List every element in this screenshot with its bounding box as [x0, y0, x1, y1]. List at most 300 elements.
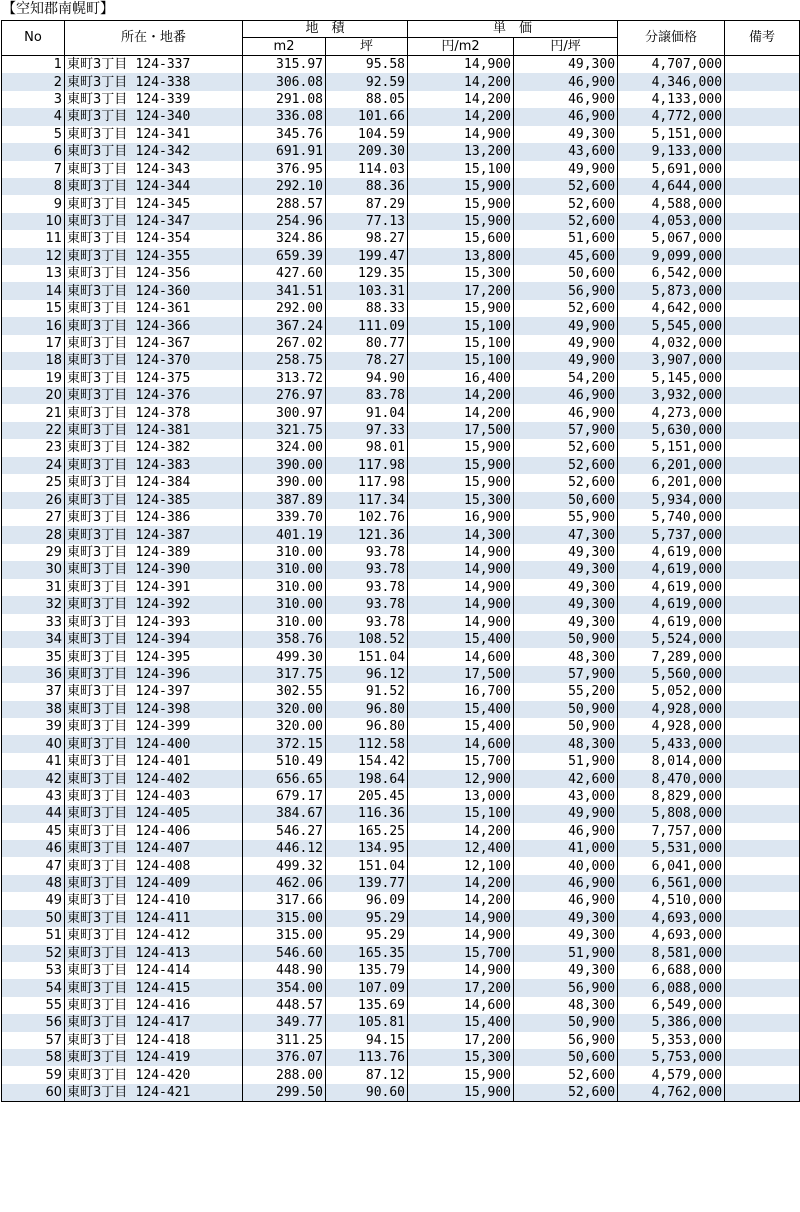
row-remarks — [725, 823, 800, 840]
row-location — [65, 126, 243, 143]
row-area-m2: 376.95 — [243, 161, 326, 178]
row-unit-price-tsubo: 46,900 — [514, 73, 618, 90]
row-area-m2: 302.55 — [243, 683, 326, 700]
row-area-m2: 306.08 — [243, 73, 326, 90]
row-sale-price: 5,737,000 — [618, 526, 725, 543]
row-location — [65, 492, 243, 509]
row-unit-price-tsubo: 43,600 — [514, 143, 618, 160]
row-lot-number: 124-337 — [135, 57, 191, 73]
row-number: 38 — [2, 701, 65, 718]
row-remarks — [725, 648, 800, 665]
row-sale-price: 9,133,000 — [618, 143, 725, 160]
row-unit-price-tsubo: 55,900 — [514, 509, 618, 526]
row-unit-price-tsubo: 52,600 — [514, 213, 618, 230]
row-town: 東町3丁目 — [67, 997, 128, 1013]
row-unit-price-m2: 14,900 — [408, 56, 514, 74]
table-row — [2, 404, 800, 421]
row-remarks — [725, 509, 800, 526]
row-number: 52 — [2, 945, 65, 962]
row-area-tsubo: 93.78 — [326, 561, 408, 578]
row-unit-price-tsubo: 52,600 — [514, 457, 618, 474]
table-row — [2, 683, 800, 700]
row-number: 30 — [2, 561, 65, 578]
row-area-tsubo: 93.78 — [326, 579, 408, 596]
row-sale-price: 4,928,000 — [618, 701, 725, 718]
row-number: 33 — [2, 614, 65, 631]
row-number: 47 — [2, 857, 65, 874]
row-area-tsubo: 98.27 — [326, 230, 408, 247]
row-unit-price-tsubo: 51,900 — [514, 753, 618, 770]
row-unit-price-tsubo: 51,900 — [514, 945, 618, 962]
table-row — [2, 370, 800, 387]
row-remarks — [725, 195, 800, 212]
row-lot-number: 124-415 — [135, 980, 191, 996]
table-header — [2, 21, 800, 56]
row-unit-price-m2: 14,900 — [408, 596, 514, 613]
row-town: 東町3丁目 — [67, 736, 128, 752]
row-lot-number: 124-356 — [135, 266, 191, 282]
row-unit-price-tsubo: 57,900 — [514, 666, 618, 683]
row-town: 東町3丁目 — [67, 231, 128, 247]
table-row — [2, 108, 800, 125]
row-town: 東町3丁目 — [67, 161, 128, 177]
row-area-tsubo: 96.12 — [326, 666, 408, 683]
row-unit-price-m2: 14,200 — [408, 108, 514, 125]
row-number: 50 — [2, 910, 65, 927]
row-area-tsubo: 165.25 — [326, 823, 408, 840]
row-remarks — [725, 300, 800, 317]
row-number: 17 — [2, 335, 65, 352]
row-area-m2: 349.77 — [243, 1014, 326, 1031]
row-location — [65, 945, 243, 962]
table-row — [2, 945, 800, 962]
row-town: 東町3丁目 — [67, 754, 128, 770]
row-unit-price-m2: 14,200 — [408, 875, 514, 892]
row-town: 東町3丁目 — [67, 876, 128, 892]
table-row — [2, 230, 800, 247]
row-area-tsubo: 78.27 — [326, 352, 408, 369]
row-area-m2: 313.72 — [243, 370, 326, 387]
row-location — [65, 614, 243, 631]
table-row — [2, 666, 800, 683]
row-remarks — [725, 805, 800, 822]
row-location — [65, 718, 243, 735]
row-remarks — [725, 1032, 800, 1049]
row-area-tsubo: 116.36 — [326, 805, 408, 822]
row-town: 東町3丁目 — [67, 806, 128, 822]
row-unit-price-m2: 15,300 — [408, 492, 514, 509]
table-row — [2, 91, 800, 108]
row-location — [65, 1014, 243, 1031]
row-area-tsubo: 93.78 — [326, 614, 408, 631]
row-unit-price-m2: 15,900 — [408, 439, 514, 456]
table-body — [2, 56, 800, 1102]
row-town: 東町3丁目 — [67, 370, 128, 386]
row-lot-number: 124-417 — [135, 1015, 191, 1031]
row-number: 35 — [2, 648, 65, 665]
row-lot-number: 124-400 — [135, 736, 191, 752]
row-sale-price: 4,133,000 — [618, 91, 725, 108]
row-location — [65, 805, 243, 822]
row-unit-price-m2: 14,200 — [408, 91, 514, 108]
row-unit-price-m2: 15,700 — [408, 753, 514, 770]
row-lot-number: 124-386 — [135, 510, 191, 526]
row-unit-price-m2: 16,900 — [408, 509, 514, 526]
row-sale-price: 5,545,000 — [618, 317, 725, 334]
row-unit-price-m2: 15,100 — [408, 805, 514, 822]
row-area-tsubo: 95.29 — [326, 927, 408, 944]
table-row — [2, 526, 800, 543]
row-unit-price-m2: 14,600 — [408, 997, 514, 1014]
row-number: 27 — [2, 509, 65, 526]
row-sale-price: 5,691,000 — [618, 161, 725, 178]
row-unit-price-m2: 16,700 — [408, 683, 514, 700]
row-town: 東町3丁目 — [67, 527, 128, 543]
row-area-tsubo: 90.60 — [326, 1084, 408, 1102]
row-area-tsubo: 102.76 — [326, 509, 408, 526]
row-number: 22 — [2, 422, 65, 439]
row-area-tsubo: 94.90 — [326, 370, 408, 387]
row-town: 東町3丁目 — [67, 771, 128, 787]
row-area-tsubo: 77.13 — [326, 213, 408, 230]
row-area-m2: 499.32 — [243, 857, 326, 874]
row-location — [65, 230, 243, 247]
row-remarks — [725, 701, 800, 718]
row-area-m2: 510.49 — [243, 753, 326, 770]
row-sale-price: 4,619,000 — [618, 544, 725, 561]
row-town: 東町3丁目 — [67, 74, 128, 90]
row-unit-price-tsubo: 46,900 — [514, 892, 618, 909]
row-remarks — [725, 282, 800, 299]
row-lot-number: 124-338 — [135, 74, 191, 90]
row-location — [65, 108, 243, 125]
row-town: 東町3丁目 — [67, 632, 128, 648]
row-lot-number: 124-421 — [135, 1085, 191, 1101]
row-town: 東町3丁目 — [67, 1085, 128, 1101]
row-unit-price-m2: 15,100 — [408, 352, 514, 369]
row-lot-number: 124-387 — [135, 527, 191, 543]
row-area-tsubo: 112.58 — [326, 735, 408, 752]
row-lot-number: 124-354 — [135, 231, 191, 247]
row-unit-price-m2: 17,200 — [408, 282, 514, 299]
row-unit-price-m2: 14,200 — [408, 892, 514, 909]
row-lot-number: 124-347 — [135, 214, 191, 229]
row-location — [65, 73, 243, 90]
row-location — [65, 561, 243, 578]
row-sale-price: 8,581,000 — [618, 945, 725, 962]
row-lot-number: 124-367 — [135, 335, 191, 351]
row-location — [65, 997, 243, 1014]
row-unit-price-tsubo: 54,200 — [514, 370, 618, 387]
row-town: 東町3丁目 — [67, 214, 128, 229]
row-lot-number: 124-419 — [135, 1050, 191, 1066]
row-unit-price-m2: 12,400 — [408, 840, 514, 857]
row-area-tsubo: 151.04 — [326, 857, 408, 874]
row-number: 40 — [2, 735, 65, 752]
row-remarks — [725, 126, 800, 143]
row-area-tsubo: 97.33 — [326, 422, 408, 439]
row-unit-price-tsubo: 52,600 — [514, 300, 618, 317]
row-sale-price: 4,346,000 — [618, 73, 725, 90]
row-sale-price: 5,808,000 — [618, 805, 725, 822]
row-unit-price-m2: 16,400 — [408, 370, 514, 387]
table-row — [2, 195, 800, 212]
row-town: 東町3丁目 — [67, 109, 128, 125]
row-location — [65, 544, 243, 561]
row-area-tsubo: 83.78 — [326, 387, 408, 404]
row-lot-number: 124-402 — [135, 771, 191, 787]
row-unit-price-m2: 14,600 — [408, 735, 514, 752]
row-lot-number: 124-345 — [135, 196, 191, 212]
row-number: 34 — [2, 631, 65, 648]
row-unit-price-tsubo: 50,600 — [514, 492, 618, 509]
row-unit-price-tsubo: 49,300 — [514, 962, 618, 979]
row-unit-price-tsubo: 46,900 — [514, 91, 618, 108]
row-location — [65, 526, 243, 543]
row-lot-number: 124-407 — [135, 841, 191, 857]
row-area-m2: 292.10 — [243, 178, 326, 195]
row-town: 東町3丁目 — [67, 701, 128, 717]
row-town: 東町3丁目 — [67, 196, 128, 212]
row-number: 44 — [2, 805, 65, 822]
row-area-m2: 315.00 — [243, 910, 326, 927]
row-unit-price-m2: 15,600 — [408, 230, 514, 247]
row-unit-price-m2: 15,400 — [408, 718, 514, 735]
row-area-m2: 320.00 — [243, 718, 326, 735]
row-lot-number: 124-392 — [135, 597, 191, 613]
row-unit-price-m2: 15,900 — [408, 213, 514, 230]
row-town: 東町3丁目 — [67, 318, 128, 334]
row-number: 28 — [2, 526, 65, 543]
table-row — [2, 753, 800, 770]
row-unit-price-m2: 13,000 — [408, 788, 514, 805]
row-lot-number: 124-340 — [135, 109, 191, 125]
row-location — [65, 265, 243, 282]
row-sale-price: 4,273,000 — [618, 404, 725, 421]
row-sale-price: 4,510,000 — [618, 892, 725, 909]
row-area-tsubo: 104.59 — [326, 126, 408, 143]
row-unit-price-tsubo: 48,300 — [514, 997, 618, 1014]
row-number: 51 — [2, 927, 65, 944]
row-area-m2: 339.70 — [243, 509, 326, 526]
row-location — [65, 335, 243, 352]
row-sale-price: 5,386,000 — [618, 1014, 725, 1031]
table-row — [2, 317, 800, 334]
row-area-m2: 448.90 — [243, 962, 326, 979]
row-unit-price-m2: 17,500 — [408, 666, 514, 683]
row-unit-price-tsubo: 49,300 — [514, 927, 618, 944]
row-town: 東町3丁目 — [67, 179, 128, 195]
row-location — [65, 1084, 243, 1102]
row-town: 東町3丁目 — [67, 788, 128, 804]
row-unit-price-m2: 15,900 — [408, 457, 514, 474]
row-town: 東町3丁目 — [67, 649, 128, 665]
row-location — [65, 56, 243, 74]
table-row — [2, 1049, 800, 1066]
row-area-tsubo: 111.09 — [326, 317, 408, 334]
row-town: 東町3丁目 — [67, 510, 128, 526]
table-row — [2, 735, 800, 752]
row-area-tsubo: 134.95 — [326, 840, 408, 857]
row-number: 13 — [2, 265, 65, 282]
row-number: 20 — [2, 387, 65, 404]
table-row — [2, 1014, 800, 1031]
row-remarks — [725, 753, 800, 770]
row-area-tsubo: 139.77 — [326, 875, 408, 892]
row-town: 東町3丁目 — [67, 405, 128, 421]
row-location — [65, 352, 243, 369]
row-area-m2: 341.51 — [243, 282, 326, 299]
row-lot-number: 124-395 — [135, 649, 191, 665]
row-location — [65, 404, 243, 421]
row-area-tsubo: 98.01 — [326, 439, 408, 456]
row-lot-number: 124-370 — [135, 353, 191, 369]
row-sale-price: 4,619,000 — [618, 614, 725, 631]
row-area-tsubo: 117.98 — [326, 457, 408, 474]
row-lot-number: 124-389 — [135, 545, 191, 561]
row-area-tsubo: 199.47 — [326, 248, 408, 265]
row-area-tsubo: 91.52 — [326, 683, 408, 700]
row-sale-price: 6,561,000 — [618, 875, 725, 892]
table-row — [2, 701, 800, 718]
row-lot-number: 124-366 — [135, 318, 191, 334]
row-number: 9 — [2, 195, 65, 212]
row-unit-price-tsubo: 49,300 — [514, 614, 618, 631]
row-unit-price-m2: 13,200 — [408, 143, 514, 160]
row-sale-price: 4,579,000 — [618, 1066, 725, 1083]
row-area-tsubo: 151.04 — [326, 648, 408, 665]
row-unit-price-tsubo: 52,600 — [514, 178, 618, 195]
row-area-tsubo: 105.81 — [326, 1014, 408, 1031]
row-town: 東町3丁目 — [67, 144, 128, 160]
row-location — [65, 823, 243, 840]
row-area-m2: 288.00 — [243, 1066, 326, 1083]
row-number: 5 — [2, 126, 65, 143]
row-sale-price: 6,088,000 — [618, 979, 725, 996]
row-lot-number: 124-394 — [135, 632, 191, 648]
row-unit-price-m2: 14,200 — [408, 73, 514, 90]
row-unit-price-tsubo: 49,900 — [514, 805, 618, 822]
table-row — [2, 596, 800, 613]
row-unit-price-tsubo: 56,900 — [514, 282, 618, 299]
row-unit-price-m2: 13,800 — [408, 248, 514, 265]
row-unit-price-tsubo: 52,600 — [514, 195, 618, 212]
row-area-tsubo: 117.34 — [326, 492, 408, 509]
row-area-m2: 446.12 — [243, 840, 326, 857]
row-unit-price-tsubo: 46,900 — [514, 404, 618, 421]
row-town: 東町3丁目 — [67, 440, 128, 456]
row-lot-number: 124-376 — [135, 388, 191, 404]
row-remarks — [725, 370, 800, 387]
row-lot-number: 124-397 — [135, 684, 191, 700]
row-remarks — [725, 544, 800, 561]
row-area-m2: 336.08 — [243, 108, 326, 125]
row-sale-price: 5,052,000 — [618, 683, 725, 700]
row-unit-price-m2: 15,400 — [408, 701, 514, 718]
row-location — [65, 370, 243, 387]
row-number: 24 — [2, 457, 65, 474]
row-unit-price-tsubo: 55,200 — [514, 683, 618, 700]
row-remarks — [725, 631, 800, 648]
row-number: 46 — [2, 840, 65, 857]
row-area-tsubo: 96.80 — [326, 718, 408, 735]
row-sale-price: 5,531,000 — [618, 840, 725, 857]
row-town: 東町3丁目 — [67, 841, 128, 857]
row-unit-price-tsubo: 50,900 — [514, 718, 618, 735]
row-remarks — [725, 387, 800, 404]
row-remarks — [725, 248, 800, 265]
row-lot-number: 124-342 — [135, 144, 191, 160]
row-unit-price-tsubo: 48,300 — [514, 735, 618, 752]
table-row — [2, 509, 800, 526]
row-number: 37 — [2, 683, 65, 700]
row-lot-number: 124-361 — [135, 301, 191, 317]
row-unit-price-tsubo: 49,300 — [514, 544, 618, 561]
row-lot-number: 124-411 — [135, 910, 191, 926]
row-area-tsubo: 96.80 — [326, 701, 408, 718]
row-sale-price: 5,151,000 — [618, 126, 725, 143]
row-lot-number: 124-343 — [135, 161, 191, 177]
row-area-tsubo: 129.35 — [326, 265, 408, 282]
row-remarks — [725, 439, 800, 456]
table-row — [2, 439, 800, 456]
row-unit-price-m2: 17,200 — [408, 1032, 514, 1049]
row-remarks — [725, 404, 800, 421]
row-unit-price-m2: 14,900 — [408, 561, 514, 578]
row-location — [65, 631, 243, 648]
row-sale-price: 6,201,000 — [618, 474, 725, 491]
row-town: 東町3丁目 — [67, 475, 128, 491]
row-number: 2 — [2, 73, 65, 90]
row-lot-number: 124-408 — [135, 858, 191, 874]
header-remarks: 備考 — [725, 21, 800, 56]
row-area-m2: 320.00 — [243, 701, 326, 718]
row-remarks — [725, 945, 800, 962]
row-area-tsubo: 95.29 — [326, 910, 408, 927]
row-town: 東町3丁目 — [67, 301, 128, 317]
row-area-tsubo: 135.79 — [326, 962, 408, 979]
row-remarks — [725, 352, 800, 369]
row-area-m2: 324.00 — [243, 439, 326, 456]
row-unit-price-m2: 14,200 — [408, 404, 514, 421]
row-number: 49 — [2, 892, 65, 909]
row-unit-price-m2: 14,900 — [408, 579, 514, 596]
row-remarks — [725, 213, 800, 230]
row-sale-price: 5,151,000 — [618, 439, 725, 456]
row-remarks — [725, 735, 800, 752]
row-area-m2: 384.67 — [243, 805, 326, 822]
row-area-tsubo: 96.09 — [326, 892, 408, 909]
table-row — [2, 997, 800, 1014]
table-row — [2, 962, 800, 979]
row-sale-price: 4,619,000 — [618, 596, 725, 613]
row-area-tsubo: 80.77 — [326, 335, 408, 352]
row-area-tsubo: 103.31 — [326, 282, 408, 299]
row-unit-price-m2: 14,300 — [408, 526, 514, 543]
table-row — [2, 457, 800, 474]
row-area-m2: 310.00 — [243, 614, 326, 631]
row-sale-price: 4,693,000 — [618, 927, 725, 944]
row-unit-price-tsubo: 49,300 — [514, 126, 618, 143]
row-area-m2: 345.76 — [243, 126, 326, 143]
row-location — [65, 195, 243, 212]
row-area-tsubo: 94.15 — [326, 1032, 408, 1049]
row-lot-number: 124-355 — [135, 248, 191, 264]
row-sale-price: 5,067,000 — [618, 230, 725, 247]
row-area-tsubo: 93.78 — [326, 544, 408, 561]
row-unit-price-m2: 14,900 — [408, 962, 514, 979]
row-unit-price-tsubo: 46,900 — [514, 387, 618, 404]
